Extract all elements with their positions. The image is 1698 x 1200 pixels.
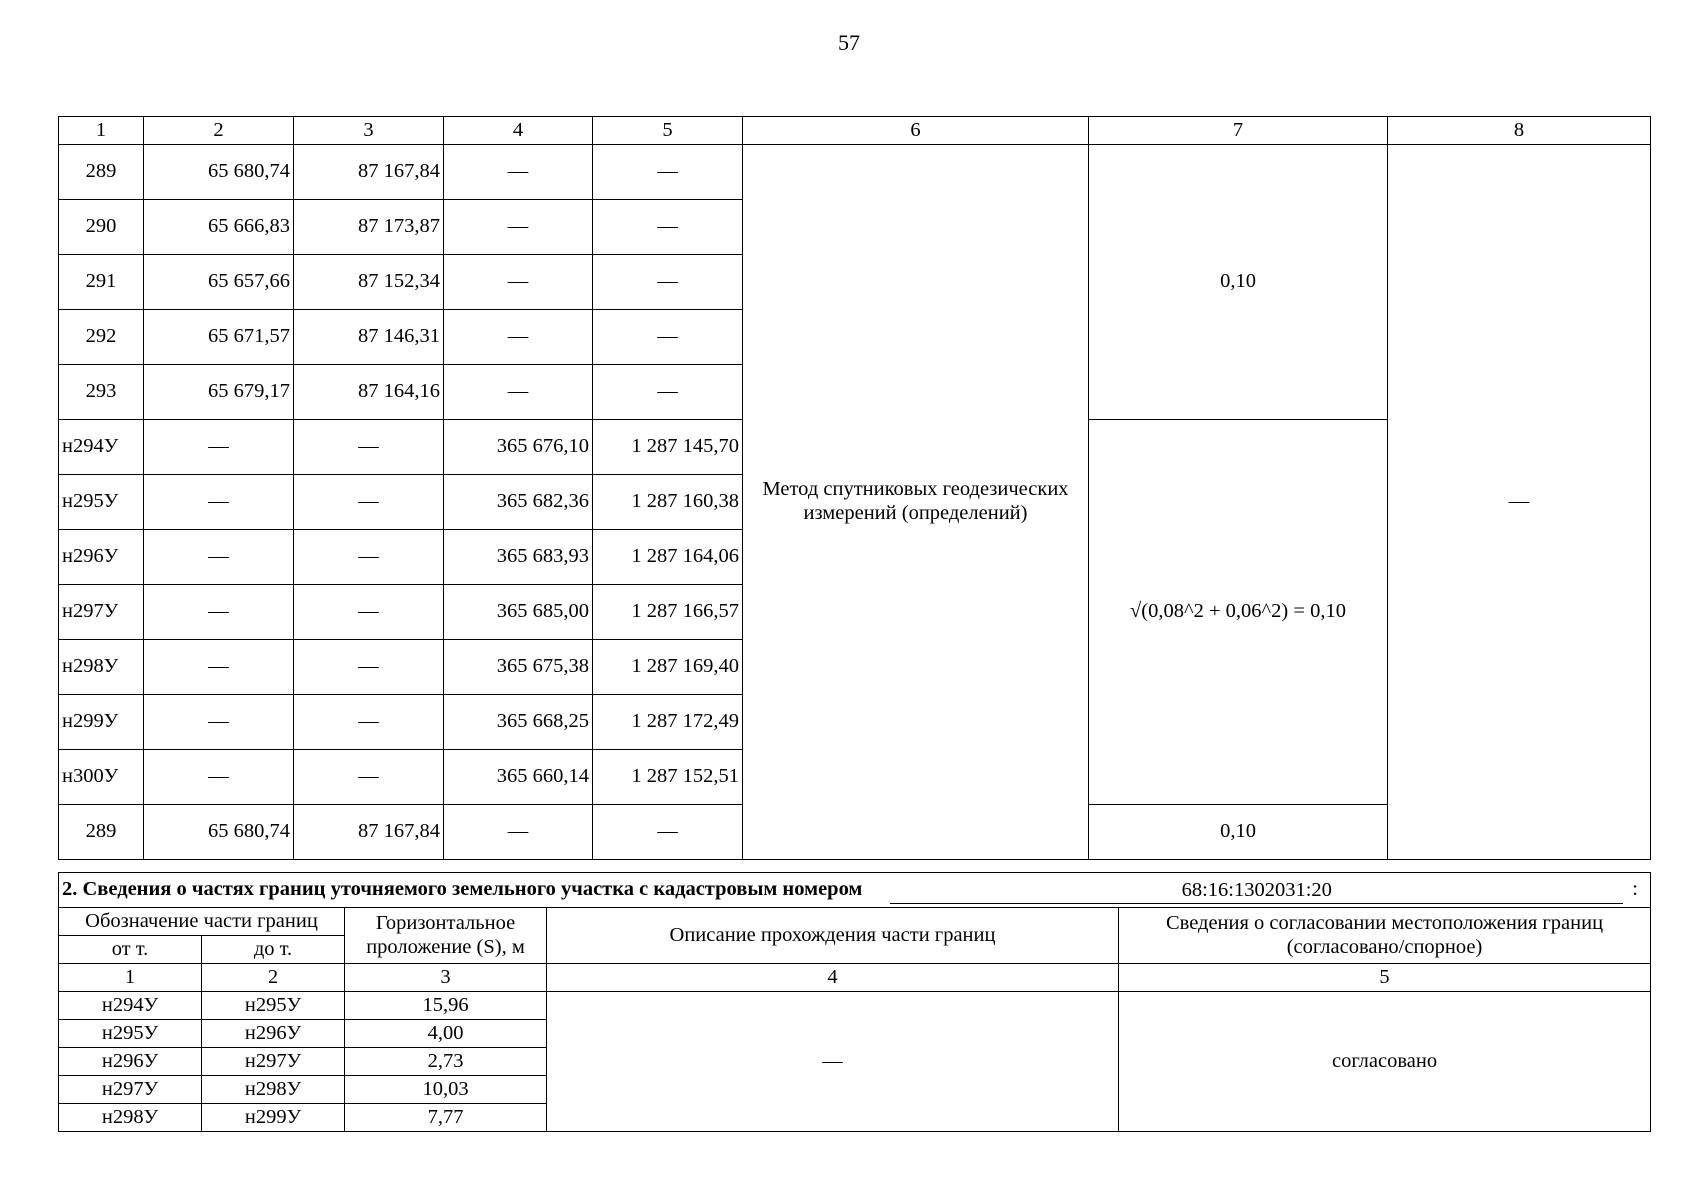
y-new: 1 287 172,49 bbox=[593, 695, 743, 750]
to-point: н296У bbox=[202, 1020, 345, 1048]
column-number-row bbox=[59, 117, 1651, 145]
table-row bbox=[59, 145, 1651, 200]
col8-value: — bbox=[1388, 145, 1651, 860]
y-new: 1 287 145,70 bbox=[593, 420, 743, 475]
x-old: — bbox=[144, 420, 294, 475]
y-old: 87 164,16 bbox=[294, 365, 444, 420]
point-id: н298У bbox=[59, 640, 144, 695]
x-new: — bbox=[444, 200, 593, 255]
y-new: 1 287 152,51 bbox=[593, 750, 743, 805]
x-new: 365 676,10 bbox=[444, 420, 593, 475]
point-id: н297У bbox=[59, 585, 144, 640]
y-old: 87 167,84 bbox=[294, 145, 444, 200]
header-cell: 2 bbox=[144, 117, 294, 145]
table-row bbox=[59, 992, 1651, 1020]
header-cell: 1 bbox=[59, 964, 202, 992]
header-cell: 6 bbox=[743, 117, 1089, 145]
to-point: н295У bbox=[202, 992, 345, 1020]
header-cell: 2 bbox=[202, 964, 345, 992]
x-old: 65 680,74 bbox=[144, 145, 294, 200]
header-cell: 4 bbox=[444, 117, 593, 145]
from-point: н294У bbox=[59, 992, 202, 1020]
x-new: — bbox=[444, 310, 593, 365]
x-new: 365 683,93 bbox=[444, 530, 593, 585]
point-id: 291 bbox=[59, 255, 144, 310]
point-id: н300У bbox=[59, 750, 144, 805]
header-cell: 1 bbox=[59, 117, 144, 145]
header-cell: 7 bbox=[1089, 117, 1388, 145]
y-new: 1 287 160,38 bbox=[593, 475, 743, 530]
y-old: — bbox=[294, 585, 444, 640]
accuracy-mid: √(0,08^2 + 0,06^2) = 0,10 bbox=[1089, 420, 1388, 805]
from-header: от т. bbox=[59, 936, 202, 964]
y-new: 1 287 166,57 bbox=[593, 585, 743, 640]
title-colon: : bbox=[1632, 878, 1638, 901]
point-id: 290 bbox=[59, 200, 144, 255]
x-new: 365 675,38 bbox=[444, 640, 593, 695]
horizontal-value: 10,03 bbox=[345, 1076, 547, 1104]
horizontal-value: 15,96 bbox=[345, 992, 547, 1020]
y-new: — bbox=[593, 255, 743, 310]
designation-header: Обозначение части границ bbox=[59, 908, 345, 936]
y-new: — bbox=[593, 200, 743, 255]
y-old: 87 167,84 bbox=[294, 805, 444, 860]
to-point: н299У bbox=[202, 1104, 345, 1132]
y-new: — bbox=[593, 365, 743, 420]
header-cell: 3 bbox=[294, 117, 444, 145]
from-point: н297У bbox=[59, 1076, 202, 1104]
x-new: 365 685,00 bbox=[444, 585, 593, 640]
point-id: 293 bbox=[59, 365, 144, 420]
x-old: 65 657,66 bbox=[144, 255, 294, 310]
agreement-value: согласовано bbox=[1119, 992, 1651, 1132]
page-number: 57 bbox=[838, 30, 860, 55]
to-header: до т. bbox=[202, 936, 345, 964]
x-new: — bbox=[444, 255, 593, 310]
point-id: 289 bbox=[59, 145, 144, 200]
x-new: — bbox=[444, 805, 593, 860]
x-old: 65 666,83 bbox=[144, 200, 294, 255]
point-id: н295У bbox=[59, 475, 144, 530]
y-old: — bbox=[294, 750, 444, 805]
point-id: 292 bbox=[59, 310, 144, 365]
from-point: н295У bbox=[59, 1020, 202, 1048]
accuracy-top: 0,10 bbox=[1089, 145, 1388, 420]
section-title: 2. Сведения о частях границ уточняемого земельного участка с кадастровым номером bbox=[62, 878, 863, 901]
x-new: 365 668,25 bbox=[444, 695, 593, 750]
x-old: 65 680,74 bbox=[144, 805, 294, 860]
y-new: — bbox=[593, 805, 743, 860]
header-row bbox=[59, 908, 1651, 936]
horizontal-value: 7,77 bbox=[345, 1104, 547, 1132]
y-new: 1 287 169,40 bbox=[593, 640, 743, 695]
header-cell: 4 bbox=[547, 964, 1119, 992]
x-new: 365 682,36 bbox=[444, 475, 593, 530]
accuracy-bottom: 0,10 bbox=[1089, 805, 1388, 860]
cadastral-number: 68:16:1302031:20 bbox=[890, 877, 1623, 904]
x-old: 65 671,57 bbox=[144, 310, 294, 365]
point-id: н296У bbox=[59, 530, 144, 585]
description-header: Описание прохождения части границ bbox=[547, 908, 1119, 964]
description-value: — bbox=[547, 992, 1119, 1132]
y-old: 87 152,34 bbox=[294, 255, 444, 310]
y-old: 87 146,31 bbox=[294, 310, 444, 365]
section-title-row bbox=[59, 873, 1651, 908]
boundary-points-table bbox=[58, 116, 1651, 860]
y-old: — bbox=[294, 640, 444, 695]
to-point: н297У bbox=[202, 1048, 345, 1076]
from-point: н298У bbox=[59, 1104, 202, 1132]
horizontal-value: 2,73 bbox=[345, 1048, 547, 1076]
header-cell: 8 bbox=[1388, 117, 1651, 145]
x-old: — bbox=[144, 530, 294, 585]
horizontal-header: Горизонтальное проложение (S), м bbox=[345, 908, 547, 964]
x-old: — bbox=[144, 640, 294, 695]
y-old: 87 173,87 bbox=[294, 200, 444, 255]
y-old: — bbox=[294, 530, 444, 585]
header-cell: 5 bbox=[593, 117, 743, 145]
point-id: 289 bbox=[59, 805, 144, 860]
x-new: 365 660,14 bbox=[444, 750, 593, 805]
to-point: н298У bbox=[202, 1076, 345, 1104]
header-cell: 5 bbox=[1119, 964, 1651, 992]
y-new: 1 287 164,06 bbox=[593, 530, 743, 585]
x-old: — bbox=[144, 695, 294, 750]
agreement-header: Сведения о согласовании местоположения границ (согласовано/спорное) bbox=[1119, 908, 1651, 964]
y-old: — bbox=[294, 475, 444, 530]
x-old: 65 679,17 bbox=[144, 365, 294, 420]
header-cell: 3 bbox=[345, 964, 547, 992]
x-old: — bbox=[144, 585, 294, 640]
y-new: — bbox=[593, 310, 743, 365]
from-point: н296У bbox=[59, 1048, 202, 1076]
method-cell: Метод спутниковых геодезических измерений (определений) bbox=[743, 145, 1089, 860]
x-old: — bbox=[144, 750, 294, 805]
y-new: — bbox=[593, 145, 743, 200]
y-old: — bbox=[294, 420, 444, 475]
horizontal-value: 4,00 bbox=[345, 1020, 547, 1048]
point-id: н294У bbox=[59, 420, 144, 475]
x-new: — bbox=[444, 365, 593, 420]
x-new: — bbox=[444, 145, 593, 200]
boundary-parts-table bbox=[58, 872, 1651, 1132]
y-old: — bbox=[294, 695, 444, 750]
x-old: — bbox=[144, 475, 294, 530]
column-number-row bbox=[59, 964, 1651, 992]
point-id: н299У bbox=[59, 695, 144, 750]
